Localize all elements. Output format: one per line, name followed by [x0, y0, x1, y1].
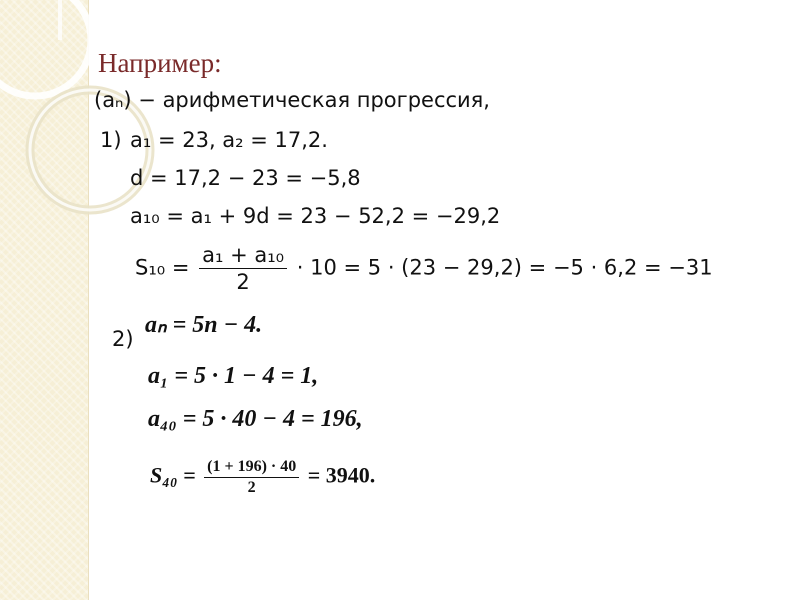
part1-s10-formula [135, 243, 713, 294]
s40-numerator: (1 + 196) · 40 [204, 458, 299, 478]
slide-heading: Например: [98, 48, 222, 78]
s10-denominator: 2 [236, 270, 250, 294]
decorative-side-strip [0, 0, 89, 600]
s40-lhs: S₄₀ = [150, 462, 196, 488]
part2-s40-formula [150, 458, 375, 497]
part1-given: a₁ = 23, a₂ = 17,2. [130, 128, 328, 152]
s40-rhs: = 3940. [307, 462, 376, 488]
part2-a1-text: a₁ = 5 · 1 − 4 = 1, [148, 363, 319, 389]
s10-lhs: S₁₀ = [135, 255, 190, 280]
part2-a40-line [148, 406, 363, 433]
s10-rhs: · 10 = 5 · (23 − 29,2) = −5 · 6,2 = −31 [296, 255, 713, 280]
part2-formula-text: aₙ = 5n − 4. [145, 312, 263, 338]
part2-label: 2) [112, 327, 134, 351]
progression-definition: (aₙ) − арифметическая прогрессия, [94, 88, 490, 112]
part1-label: 1) [100, 128, 122, 152]
part1-a10-line: a₁₀ = a₁ + 9d = 23 − 52,2 = −29,2 [130, 204, 501, 228]
part2-formula [145, 310, 262, 339]
part2-a40-text: a₄₀ = 5 · 40 − 4 = 196, [148, 406, 363, 432]
part1-d-line: d = 17,2 − 23 = −5,8 [130, 166, 361, 190]
s10-fraction [199, 243, 287, 294]
s10-numerator: a₁ + a₁₀ [199, 243, 287, 269]
s40-denominator: 2 [247, 479, 256, 496]
s40-fraction [204, 458, 299, 497]
part2-a1-line [148, 363, 318, 390]
